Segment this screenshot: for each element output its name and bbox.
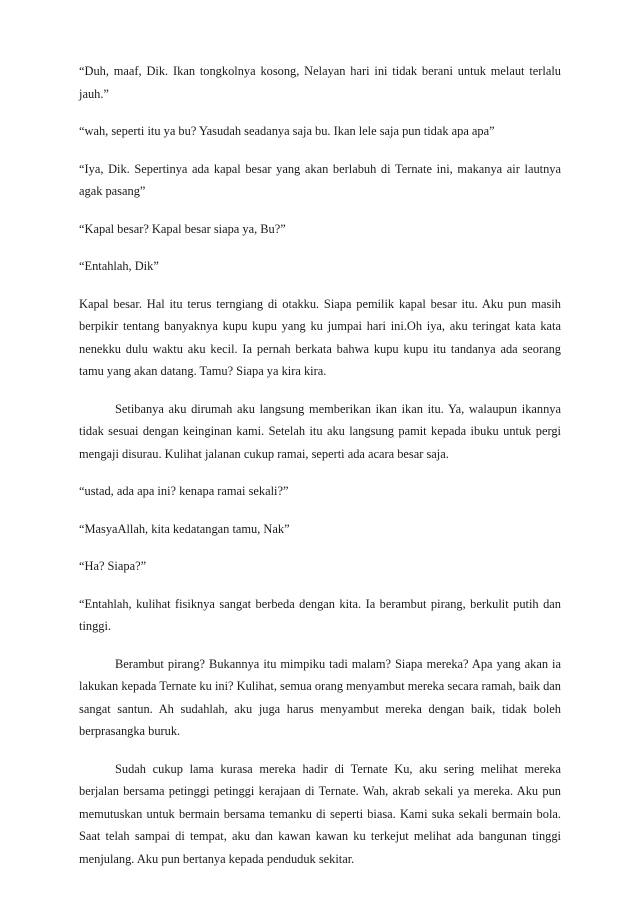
narrative-paragraph: Setibanya aku dirumah aku langsung memberikan ikan ikan itu. Ya, walaupun ikannya tidak sesuai dengan keinginan kami. Setelah itu aku langsung pamit kepada ibuku untuk pergi mengaji disurau. Kulihat jalanan cukup ramai, seperti ada acara besar saja.: [79, 401, 561, 461]
dialogue-paragraph: “Entahlah, kulihat fisiknya sangat berbeda dengan kita. Ia berambut pirang, berkulit putih dan tinggi.: [79, 596, 561, 633]
dialogue-paragraph: “Ha? Siapa?”: [79, 559, 147, 573]
dialogue-paragraph: “MasyaAllah, kita kedatangan tamu, Nak”: [79, 521, 290, 536]
narrative-paragraph: Berambut pirang? Bukannya itu mimpiku tadi malam? Siapa mereka? Apa yang akan ia lakukan kepada Ternate ku ini? Kulihat, semua orang menyambut mereka secara ramah, baik dan sangat santun. Ah sudahlah, aku juga harus menyambut mereka dengan baik, tidak boleh berprasangka buruk.: [79, 656, 561, 738]
dialogue-paragraph: “wah, seperti itu ya bu? Yasudah seadanya saja bu. Ikan lele saja pun tidak apa apa”: [79, 124, 495, 138]
narrative-paragraph: Sudah cukup lama kurasa mereka hadir di Ternate Ku, aku sering melihat mereka berjalan bersama petinggi petinggi kerajaan di Ternate. Wah, akrab sekali ya mereka. Aku pun memutuskan untuk bermain bersama temanku di seperti biasa. Kami suka sekali bermain bola. Saat telah sampai di tempat, aku dan kawan kawan ku terkejut melihat ada bangunan tinggi menjulang. Aku pun bertanya kepada penduduk sekitar.: [79, 761, 561, 866]
dialogue-paragraph: “Iya, Dik. Sepertinya ada kapal besar yang akan berlabuh di Ternate ini, makanya air lautnya agak pasang”: [79, 161, 561, 198]
document-page: [79, 60, 561, 885]
dialogue-paragraph: “Kapal besar? Kapal besar siapa ya, Bu?”: [79, 221, 286, 236]
dialogue-paragraph: “Entahlah, Dik”: [79, 259, 159, 273]
dialogue-paragraph: “ustad, ada apa ini? kenapa ramai sekali?”: [79, 484, 289, 498]
narrative-paragraph: Kapal besar. Hal itu terus terngiang di otakku. Siapa pemilik kapal besar itu. Aku pun masih berpikir tentang banyaknya kupu kupu yang ku jumpai hari ini.Oh iya, aku teringat kata kata nenekku dulu waktu aku kecil. Ia pernah berkata bahwa kupu kupu itu tandanya ada seorang tamu yang akan datang. Tamu? Siapa ya kira kira.: [79, 296, 561, 378]
dialogue-paragraph: “Duh, maaf, Dik. Ikan tongkolnya kosong, Nelayan hari ini tidak berani untuk melaut terlalu jauh.”: [79, 64, 561, 101]
